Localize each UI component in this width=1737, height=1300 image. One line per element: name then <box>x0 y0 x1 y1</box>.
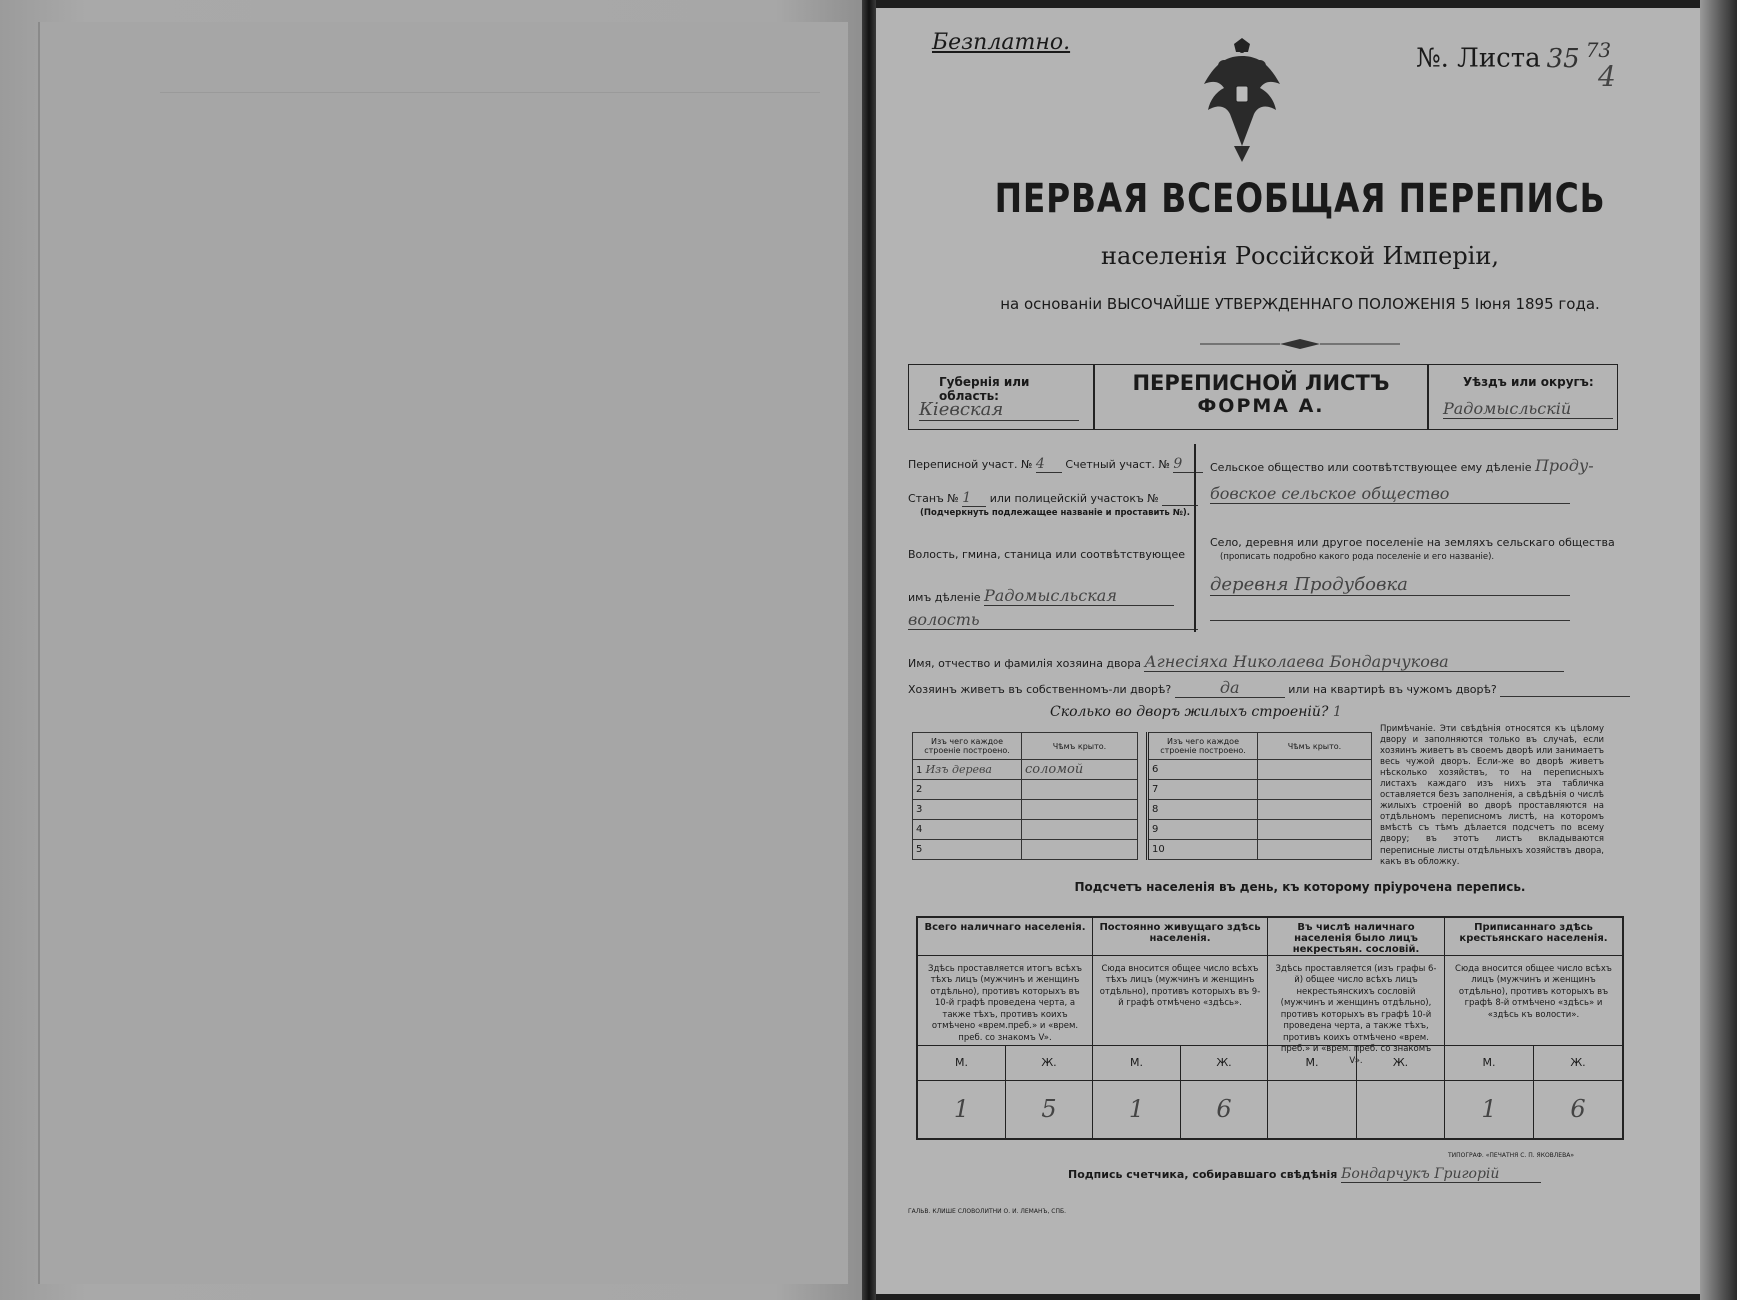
stan-value: 1 <box>962 490 986 507</box>
printer-left: ГАЛЬВ. КЛИШЕ СЛОВОЛИТНИ О. И. ЛЕМАНЪ, СПБ. <box>908 1208 1067 1215</box>
form-header-box <box>908 364 1618 430</box>
row-number: 3 <box>913 800 1022 820</box>
row-number: 8 <box>1148 800 1258 820</box>
volost-field <box>908 586 1174 606</box>
society-value-1: Проду- <box>1534 456 1594 475</box>
tally-title: Подсчетъ населенія въ день, къ которому пріурочена перепись. <box>1074 880 1526 894</box>
buildings-count-label: Сколько во дворъ жилыхъ строеній? <box>1050 704 1329 720</box>
volost-label-1: Волость, гмина, станица или соотвѣтствующее <box>908 548 1186 561</box>
row-number: 2 <box>913 780 1022 800</box>
signature-label: Подпись счетчика, собиравшаго свѣдѣнія <box>1068 1168 1338 1181</box>
sheet-number <box>1416 38 1611 74</box>
male-label: М. <box>1445 1046 1534 1081</box>
female-label: Ж. <box>1357 1046 1444 1081</box>
table-row <box>913 800 1138 820</box>
row-number: 4 <box>913 820 1022 840</box>
roof-header: Чѣмъ крыто. <box>1022 733 1138 760</box>
society-label: Сельское общество или соотвѣтствующее ему дѣленіе <box>1210 461 1532 474</box>
volost-label-2: имъ дѣленіе <box>908 591 981 604</box>
underline-note: (Подчеркнуть подлежащее названіе и проставить №). <box>920 508 1190 518</box>
police-value-line <box>1162 492 1198 506</box>
stan-field <box>908 490 1198 507</box>
residence-value: да <box>1175 678 1285 698</box>
village-label: Село, деревня или другое поселеніе на земляхъ сельскаго общества <box>1210 536 1615 549</box>
owner-label: Имя, отчество и фамилія хозяина двора <box>908 657 1141 670</box>
tally-desc: Сюда вносится общее число всѣхъ лицъ (мужчинъ и женщинъ отдѣльно), противъ которыхъ въ графѣ 8-й отмѣчено «здѣсь» и «здѣсь къ волости». <box>1445 956 1622 1046</box>
province-cell <box>909 365 1095 429</box>
province-label: Губернія или область: <box>939 375 1030 403</box>
buildings-table-1 <box>912 732 1138 860</box>
buildings-count-field <box>1050 704 1342 720</box>
material-header-2: Изъ чего каждое строеніе построено. <box>1148 733 1258 760</box>
table-row <box>1148 800 1372 820</box>
tally-head: Всего наличнаго населенія. <box>918 918 1092 956</box>
table-row <box>913 840 1138 860</box>
male-value <box>1268 1080 1357 1138</box>
volost-value-2: волость <box>908 610 1198 630</box>
row-number: 9 <box>1148 820 1258 840</box>
double-headed-eagle-icon <box>1194 36 1290 166</box>
table-row <box>1148 780 1372 800</box>
female-label: Ж. <box>1181 1046 1267 1081</box>
row-number: 6 <box>1148 760 1258 780</box>
book-edge <box>1700 0 1737 1300</box>
census-area-field <box>908 456 1203 473</box>
row-number: 1 <box>916 765 923 776</box>
district-value: Радомысльскій <box>1443 399 1613 419</box>
village-line-2 <box>1210 620 1570 621</box>
tally-col-non-peasant <box>1268 918 1445 1138</box>
female-label: Ж. <box>1006 1046 1092 1081</box>
table-row <box>913 760 1138 780</box>
residence-label: Хозяинъ живетъ въ собственномъ-ли дворѣ? <box>908 683 1172 696</box>
tally-desc: Здѣсь проставляется итогъ всѣхъ тѣхъ лицъ (мужчинъ и женщинъ отдѣльно), противъ которыхъ въ 10-й графѣ проведена черта, а также тѣхъ, противъ коихъ отмѣчено «врем.преб.» и «врем. преб. со знакомъ V». <box>918 956 1092 1046</box>
free-label: Безплатно. <box>932 30 1071 55</box>
signature-field <box>1068 1166 1541 1183</box>
sheet-mark: 4 <box>1598 60 1616 93</box>
female-value <box>1357 1080 1444 1138</box>
tally-head: Приписаннаго здѣсь крестьянскаго населенія. <box>1445 918 1622 956</box>
district-label: Уѣздъ или округъ: <box>1463 375 1594 389</box>
ornament-divider <box>1200 338 1400 350</box>
bleed-through-text <box>160 92 820 253</box>
form-name: ФОРМА А. <box>1197 395 1325 417</box>
male-label: М. <box>1093 1046 1181 1081</box>
tally-head: Въ числѣ наличнаго населенія было лицъ некрестьян. сословій. <box>1268 918 1444 956</box>
village-note: (прописать подробно какого рода поселеніе и его названіе). <box>1220 552 1495 562</box>
male-label: М. <box>1268 1046 1357 1081</box>
signature-value: Бондарчукъ Григорій <box>1341 1166 1541 1183</box>
printer-right: ТИПОГРАФ. «ПЕЧАТНЯ С. П. ЯКОВЛЕВА» <box>1448 1152 1574 1159</box>
male-value: 1 <box>1093 1080 1181 1138</box>
sheet-title-cell <box>1095 365 1429 429</box>
roof-header-2: Чѣмъ крыто. <box>1258 733 1372 760</box>
field-divider <box>1194 444 1196 632</box>
tally-head: Постоянно живущаго здѣсь населенія. <box>1093 918 1267 956</box>
row-number: 10 <box>1148 840 1258 860</box>
footnote: Примѣчаніе. Эти свѣдѣнія относятся къ цѣлому двору и заполняются только въ случаѣ, если хозяинъ живетъ въ своемъ дворѣ или занимаетъ весь чужой дворъ. Если-же во дворѣ живетъ нѣсколько хозяйствъ, то на переписныхъ листахъ каждаго изъ нихъ эта табличка оставляется безъ заполненія, а свѣдѣнія о числѣ жилыхъ строеній во дворѣ проставляются на отдѣльномъ переписномъ листѣ, на которомъ вмѣстѣ съ тѣмъ дѣлается подсчетъ по всему двору; въ этотъ листъ вкладываются переписные листы отдѣльныхъ хозяйствъ двора, какъ въ обложку. <box>1380 724 1604 867</box>
tally-desc: Сюда вносится общее число всѣхъ тѣхъ лицъ (мужчинъ и женщинъ отдѣльно), противъ которыхъ въ 9-й графѣ отмѣчено «здѣсь». <box>1093 956 1267 1046</box>
province-value: Кіевская <box>919 399 1079 421</box>
village-value: деревня Продубовка <box>1210 574 1570 596</box>
table-row <box>913 780 1138 800</box>
tally-col-total <box>918 918 1093 1138</box>
society-field <box>1210 456 1594 475</box>
form-subtitle: населенія Россійской Имперіи, <box>1101 242 1499 270</box>
residence-alt-label: или на квартирѣ въ чужомъ дворѣ? <box>1288 683 1497 696</box>
male-label: М. <box>918 1046 1006 1081</box>
row-number: 7 <box>1148 780 1258 800</box>
tally-col-permanent <box>1093 918 1268 1138</box>
count-area-label: Счетный участ. № <box>1065 458 1170 471</box>
material-header: Изъ чего каждое строеніе построено. <box>913 733 1022 760</box>
buildings-table-2 <box>1146 732 1372 860</box>
sheet-number-label: №. Листа <box>1416 43 1541 74</box>
female-label: Ж. <box>1534 1046 1622 1081</box>
left-page-blank <box>38 22 848 1284</box>
legal-basis: на основаніи ВЫСОЧАЙШЕ УТВЕРЖДЕННАГО ПОЛОЖЕНІЯ 5 Іюня 1895 года. <box>1000 295 1600 313</box>
tally-desc: Здѣсь проставляется (изъ графы 6-й) общее число всѣхъ лицъ некрестьянскихъ сословій (мужчинъ и женщинъ отдѣльно), противъ которыхъ въ графѣ 10-й проведена черта, а также тѣхъ, противъ коихъ отмѣчено «врем. преб.» и «врем. преб. со знакомъ V». <box>1268 956 1444 1046</box>
tally-col-registered <box>1445 918 1622 1138</box>
right-page <box>876 8 1724 1294</box>
book-gutter <box>862 0 876 1300</box>
left-page <box>0 0 862 1300</box>
count-area-value: 9 <box>1173 456 1203 473</box>
male-value: 1 <box>1445 1080 1534 1138</box>
census-form <box>876 8 1724 1294</box>
owner-field <box>908 652 1564 672</box>
male-value: 1 <box>918 1080 1006 1138</box>
female-value: 6 <box>1570 1095 1586 1123</box>
female-value: 5 <box>1041 1095 1057 1123</box>
census-area-value: 4 <box>1036 456 1062 473</box>
form-title: ПЕРВАЯ ВСЕОБЩАЯ ПЕРЕПИСЬ <box>994 176 1606 222</box>
female-value: 6 <box>1216 1095 1232 1123</box>
table-row <box>1148 840 1372 860</box>
stan-label: Станъ № <box>908 492 959 505</box>
volost-value-1: Радомысльская <box>984 586 1174 606</box>
census-area-label: Переписной участ. № <box>908 458 1033 471</box>
row-material: Изъ дерева <box>925 763 992 776</box>
sheet-number-alt: 73 <box>1585 38 1612 62</box>
residence-field <box>908 678 1630 698</box>
table-row <box>913 820 1138 840</box>
sheet-title: ПЕРЕПИСНОЙ ЛИСТЪ <box>1132 371 1390 395</box>
row-number: 5 <box>913 840 1022 860</box>
police-label: или полицейскій участокъ № <box>989 492 1159 505</box>
row-roof: соломой <box>1022 760 1138 780</box>
buildings-count-value: 1 <box>1332 704 1342 720</box>
society-value-2: бовское сельское общество <box>1210 484 1570 504</box>
district-cell <box>1429 365 1617 429</box>
table-row <box>1148 820 1372 840</box>
sheet-number-value: 35 <box>1546 43 1580 74</box>
table-row <box>1148 760 1372 780</box>
owner-value: Агнесіяха Николаева Бондарчукова <box>1144 652 1564 672</box>
population-tally <box>916 916 1624 1140</box>
residence-alt-line <box>1500 683 1630 697</box>
